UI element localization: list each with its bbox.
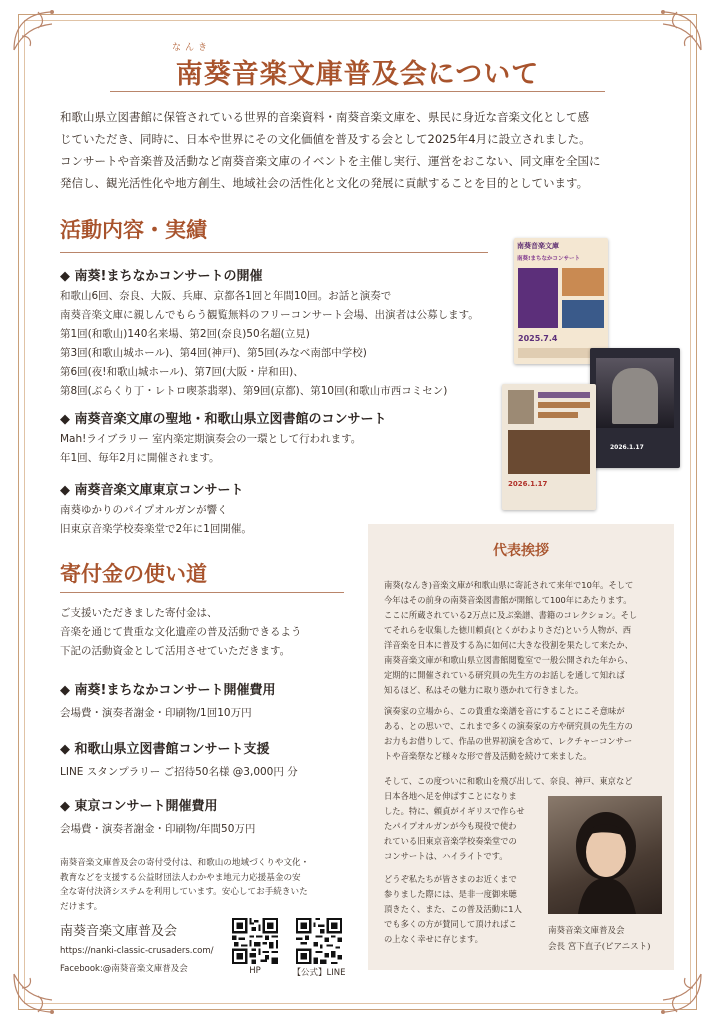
greeting-line: 頂きたく、また、この普及活動に1人: [384, 904, 522, 914]
activity-line: 旧東京音楽学校奏楽堂で2年に1回開催。: [60, 523, 252, 535]
greeting-line: でも多くの方が賛同して頂ければこ: [384, 919, 517, 929]
corner-ornament-icon: [627, 970, 707, 1018]
activity-line: 第6回(夜!和歌山城ホール)、第7回(大阪・岸和田)、: [60, 366, 304, 378]
concert-flyer-image: [514, 238, 608, 364]
flyer-heading: 南葵音楽文庫: [517, 242, 559, 250]
activity-description: [60, 501, 252, 539]
activity-description: [60, 430, 361, 468]
activity-title: ◆ 南葵音楽文庫東京コンサート: [60, 483, 244, 498]
donation-use-title: ◆ 東京コンサート開催費用: [60, 799, 218, 814]
activities-heading: 活動内容・実績: [60, 217, 207, 242]
donation-note: [60, 856, 360, 914]
corner-ornament-icon: [627, 6, 707, 54]
greeting-signature-name: 会長 宮下直子(ピアニスト): [548, 942, 651, 952]
intro-line: 和歌山県立図書館に保管されている世界的音楽資料・南葵音楽文庫を、県民に身近な音楽文化として感: [60, 110, 589, 124]
donations-lead-line: 音楽を通じて貴重な文化遺産の普及活動できるよう: [60, 626, 302, 638]
flyer-subtitle: 南葵!まちなかコンサート: [517, 256, 581, 262]
greeting-line: 日本各地へ足を伸ばすことになりま: [384, 791, 517, 801]
activity-line: 南葵音楽文庫に親しんでもらう観覧無料のフリーコンサート会場、出演者は公募します。: [60, 309, 479, 321]
activity-title: ◆ 南葵!まちなかコンサートの開催: [60, 269, 263, 284]
title-ruby: なんき: [172, 43, 212, 53]
activities-divider: [60, 252, 488, 253]
activity-line: 年1回、毎年2月に開催されます。: [60, 452, 220, 464]
greeting-line: 知るほど、私はその魅力に取り憑かれて行きました。: [384, 685, 584, 695]
qr-code-hp[interactable]: [232, 918, 278, 964]
title-divider: [110, 91, 605, 92]
intro-line: コンサートや音楽普及活動など南葵音楽文庫のイベントを主催し実行、運営をおこない、同文庫を全国に: [60, 154, 601, 168]
flyer-date: 2025.7.4: [518, 334, 558, 343]
donation-use-title: ◆ 南葵!まちなかコンサート開催費用: [60, 683, 276, 698]
corner-ornament-icon: [8, 6, 88, 54]
flyer-date: 2026.1.17: [610, 444, 644, 451]
donation-note-line: 南葵音楽文庫普及会の寄付受付は、和歌山の地域づくりや文化・: [60, 858, 310, 868]
greeting-line: トや音楽祭など様々な形で普及活動を続けて来ました。: [384, 751, 592, 761]
greeting-line: 参りました際には、是非一度御来聴: [384, 889, 517, 899]
donation-note-line: だけます。: [60, 901, 103, 912]
greeting-line: の上なく幸せに存じます。: [384, 934, 483, 944]
donation-use-title: ◆ 和歌山県立図書館コンサート支援: [60, 742, 270, 757]
donation-note-line: 教育などを支援する公益財団法人わかやま地元力応援基金の安: [60, 872, 301, 883]
qr-line-label: 【公式】LINE: [292, 968, 346, 978]
greeting-paragraph: [384, 704, 633, 764]
activity-description: [60, 287, 479, 401]
page-title: 南葵音楽文庫普及会について: [175, 59, 540, 90]
donation-use-detail: 会場費・演奏者謝金・印刷物/年間50万円: [60, 823, 256, 835]
donations-lead-line: ご支援いただきました寄付金は、: [60, 607, 218, 619]
activity-line: 南葵ゆかりのパイプオルガンが響く: [60, 504, 228, 516]
concert-flyer-image: [590, 348, 680, 468]
footer-org-name: 南葵音楽文庫普及会: [60, 924, 178, 939]
activity-line: 第3回(和歌山城ホール)、第4回(神戸)、第5回(みなべ南部中学校): [60, 347, 367, 359]
intro-line: 発信し、観光活性化や地方創生、地域社会の活性化と文化の発展に貢献することを目的としています。: [60, 176, 589, 190]
greeting-line: 南葵音楽文庫が和歌山県立図書館閲覧室で一般公開された年から、: [384, 655, 633, 665]
greeting-line: 定期的に開催されている研究員の先生方のお話しを通して知れば: [384, 670, 625, 680]
greeting-line: お力もお借りして、作品の世界初演を含めて、レクチャーコンサー: [384, 736, 633, 746]
greeting-line: たパイプオルガンが今も現役で使わ: [384, 821, 517, 831]
greeting-line: ある、との思いで、これまで多くの演奏家の方や研究員の先生方の: [384, 721, 633, 731]
greeting-line: どうぞ私たちが皆さまのお近くまで: [384, 874, 517, 884]
qr-hp-label: HP: [249, 966, 261, 976]
donation-use-detail: 会場費・演奏者謝金・印刷物/1回10万円: [60, 707, 252, 719]
donation-use-detail: LINE スタンプラリー ご招待50名様 @3,000円 分: [60, 766, 298, 778]
donation-note-line: 全な寄付決済システムを利用しています。安心してお手続きいた: [60, 887, 308, 897]
greeting-line: れている旧東京音楽学校奏楽堂での: [384, 836, 517, 846]
greeting-line: 演奏家の立場から、この貴重な楽譜を音にすることにこそ意味が: [384, 706, 625, 716]
greeting-signature-org: 南葵音楽文庫普及会: [548, 926, 625, 936]
intro-paragraph: [60, 106, 660, 194]
facebook-link[interactable]: Facebook:@南葵音楽文庫普及会: [60, 964, 188, 974]
activity-line: Mah!ライブラリー 室内楽定期演奏会の一環として行われます。: [60, 433, 362, 445]
greeting-heading: 代表挨拶: [493, 543, 549, 559]
concert-flyer-image: [502, 384, 596, 510]
greeting-line: コンサートは、ハイライトです。: [384, 851, 508, 861]
activity-line: 第8回(ぶらくり丁・レトロ喫茶翡翠)、第9回(京都)、第10回(和歌山市西コミセン): [60, 385, 448, 397]
activity-line: 和歌山6回、奈良、大阪、兵庫、京都各1回と年間10回。お話と演奏で: [60, 290, 392, 302]
greeting-paragraph: [384, 872, 522, 947]
donations-lead: [60, 604, 302, 661]
donations-divider: [60, 592, 344, 593]
greeting-line: そして、この度ついに和歌山を飛び出して、奈良、神戸、東京など: [384, 776, 633, 786]
website-link[interactable]: https://nanki-classic-crusaders.com/: [60, 946, 214, 956]
greeting-line: 南葵(なんき)音楽文庫が和歌山県に寄託されて来年で10年。そして: [384, 580, 634, 590]
intro-line: じていただき、同時に、日本や世界にその文化価値を普及する会として2025年4月に設立されました。: [60, 132, 591, 146]
greeting-line: 今年はその前身の南葵音楽図書館が開館して100年にあたります。: [384, 595, 632, 605]
greeting-line: てそれらを収集した徳川頼貞(とくがわよりさだ)という人物が、西: [384, 625, 632, 635]
activity-line: 第1回(和歌山)140名来場、第2回(奈良)50名超(立見): [60, 328, 310, 340]
president-portrait: [548, 796, 662, 914]
greeting-line: した。特に、頼貞がイギリスで作らせ: [384, 806, 525, 816]
greeting-line: 洋音楽を日本に普及する為に如何に大きな役割を果たして来たか、: [384, 640, 633, 650]
activity-title: ◆ 南葵音楽文庫の聖地・和歌山県立図書館のコンサート: [60, 412, 387, 427]
flyer-date: 2026.1.17: [508, 480, 548, 488]
greeting-line: ここに所蔵されている2万点に及ぶ楽譜、書籍のコレクション。そし: [384, 610, 638, 620]
corner-ornament-icon: [8, 970, 88, 1018]
donations-heading: 寄付金の使い道: [60, 561, 207, 586]
greeting-paragraph: [384, 578, 637, 698]
donations-lead-line: 下記の活動資金として活用させていただきます。: [60, 645, 291, 657]
qr-code-line[interactable]: [296, 918, 342, 964]
